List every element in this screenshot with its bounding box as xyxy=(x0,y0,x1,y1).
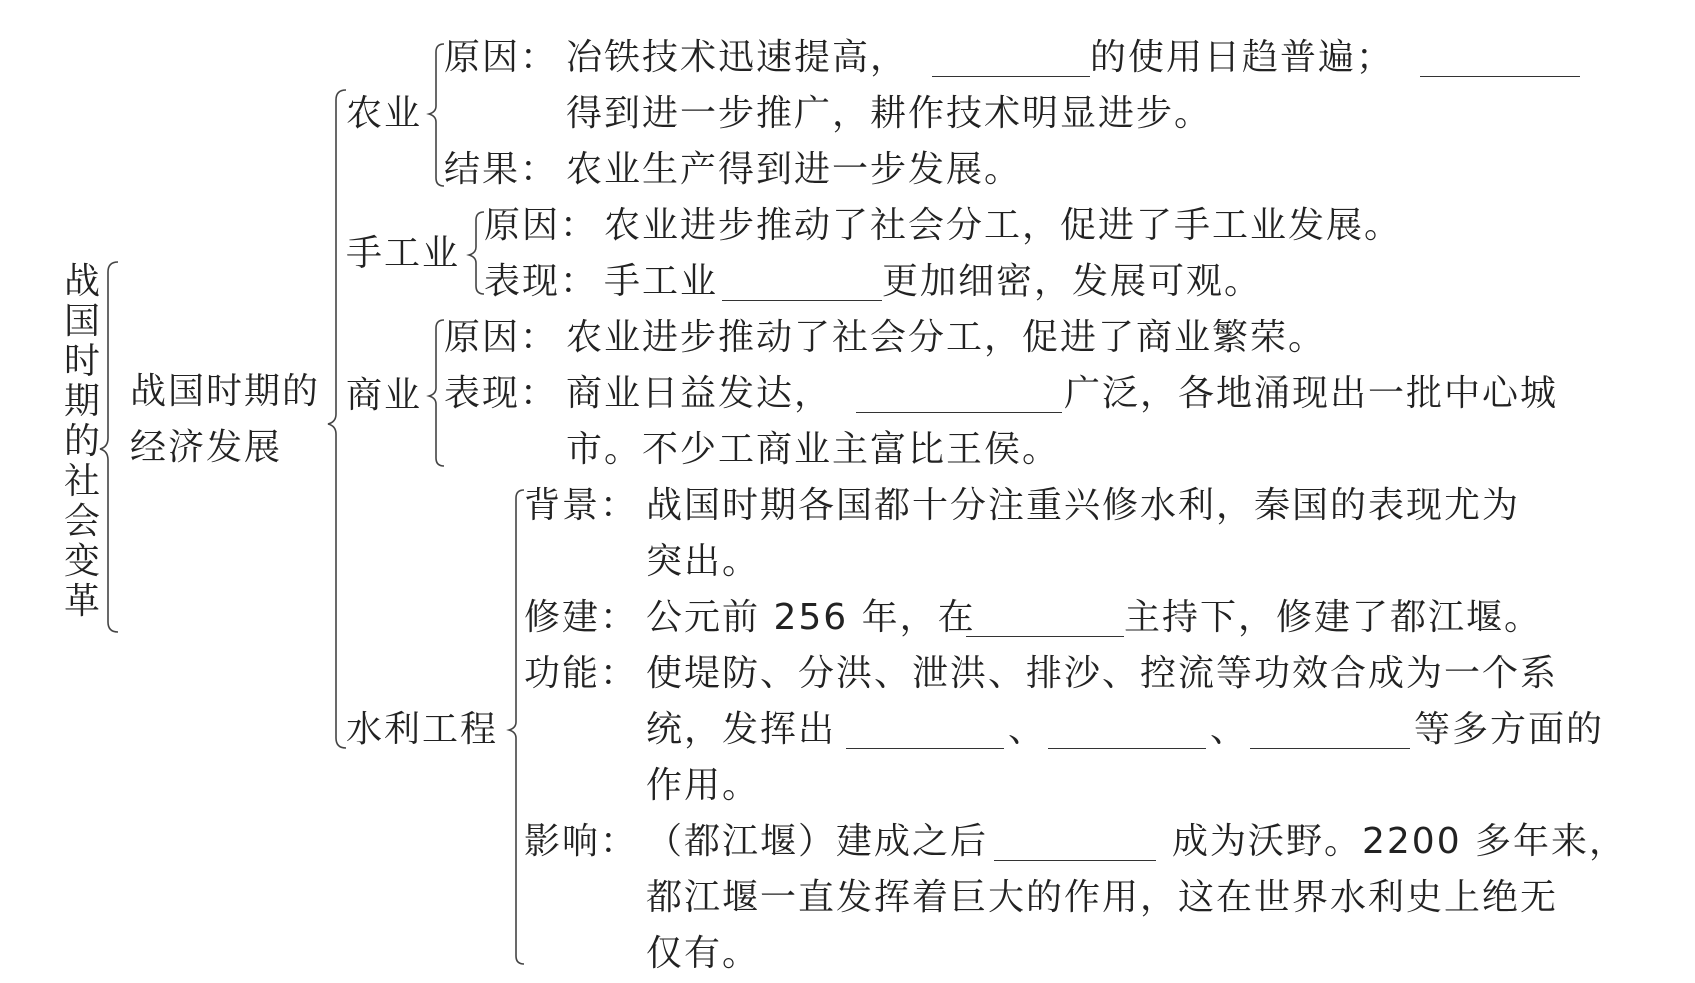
water-func-sep-1: 、 xyxy=(1008,709,1047,750)
root-brace xyxy=(100,262,118,632)
water-build-text-a: 公元前 256 年，在 xyxy=(646,597,976,638)
craft-label: 手工业 xyxy=(346,233,461,274)
craft-brace xyxy=(469,212,484,294)
water-func-label: 功能： xyxy=(524,653,639,694)
agri-cause-text-a: 冶铁技术迅速提高， xyxy=(566,37,909,78)
commerce-cause-label: 原因： xyxy=(444,317,559,358)
commerce-cause-text: 农业进步推动了社会分工，促进了商业繁荣。 xyxy=(566,317,1327,358)
water-func-blank-3 xyxy=(1250,748,1410,749)
water-func-sep-2: 、 xyxy=(1210,709,1249,750)
water-impact-blank xyxy=(994,860,1156,861)
agri-cause-label: 原因： xyxy=(444,37,559,78)
craft-show-text-a: 手工业 xyxy=(604,261,719,302)
water-build-text-b: 主持下，修建了都江堰。 xyxy=(1124,597,1543,638)
agri-blank-1 xyxy=(932,76,1090,77)
topic-brace xyxy=(328,90,346,748)
craft-cause-text: 农业进步推动了社会分工，促进了手工业发展。 xyxy=(604,205,1403,246)
water-build-blank xyxy=(966,636,1124,637)
craft-cause-label: 原因： xyxy=(484,205,599,246)
water-func-text-b: 统，发挥出 xyxy=(646,709,837,750)
agri-cause-text-b: 的使用日趋普遍； xyxy=(1090,37,1395,78)
water-build-label: 修建： xyxy=(524,597,639,638)
commerce-show-text-b: 广泛，各地涌现出一批中心城 xyxy=(1064,373,1559,414)
water-func-blank-2 xyxy=(1048,748,1206,749)
water-brace xyxy=(509,490,524,964)
craft-blank xyxy=(722,300,882,301)
commerce-show-text-a: 商业日益发达， xyxy=(566,373,833,414)
water-impact-text-a: （都江堰）建成之后 xyxy=(646,821,989,862)
water-impact-label: 影响： xyxy=(524,821,639,862)
water-func-text-a: 使堤防、分洪、泄洪、排沙、控流等功效合成为一个系 xyxy=(646,653,1559,694)
agri-cause-text-c: 得到进一步推广，耕作技术明显进步。 xyxy=(566,93,1213,134)
water-impact-text-c: 都江堰一直发挥着巨大的作用，这在世界水利史上绝无 xyxy=(646,877,1559,918)
root-title: 战国时期的社会变革 xyxy=(63,261,100,622)
commerce-show-label: 表现： xyxy=(444,373,559,414)
topic-title-line2: 经济发展 xyxy=(130,427,283,468)
water-impact-text-b: 成为沃野。2200 多年来， xyxy=(1172,821,1628,862)
water-bg-label: 背景： xyxy=(524,485,639,526)
commerce-label: 商业 xyxy=(346,375,423,416)
craft-show-label: 表现： xyxy=(484,261,599,302)
craft-show-text-b: 更加细密，发展可观。 xyxy=(882,261,1263,302)
water-label: 水利工程 xyxy=(346,709,499,750)
commerce-blank xyxy=(856,412,1062,413)
agri-result-label: 结果： xyxy=(444,149,559,190)
water-func-text-c: 等多方面的 xyxy=(1414,709,1605,750)
water-func-text-d: 作用。 xyxy=(646,765,761,806)
water-bg-text-b: 突出。 xyxy=(646,541,761,582)
commerce-show-text-c: 市。不少工商业主富比王侯。 xyxy=(566,429,1061,470)
topic-title-line1: 战国时期的 xyxy=(130,371,321,412)
agri-blank-2 xyxy=(1420,76,1580,77)
agri-label: 农业 xyxy=(346,93,423,134)
water-bg-text-a: 战国时期各国都十分注重兴修水利，秦国的表现尤为 xyxy=(646,485,1521,526)
commerce-brace xyxy=(429,320,444,466)
agri-result-text: 农业生产得到进一步发展。 xyxy=(566,149,1023,190)
water-func-blank-1 xyxy=(846,748,1004,749)
water-impact-text-d: 仅有。 xyxy=(646,933,761,974)
agri-brace xyxy=(429,44,444,186)
